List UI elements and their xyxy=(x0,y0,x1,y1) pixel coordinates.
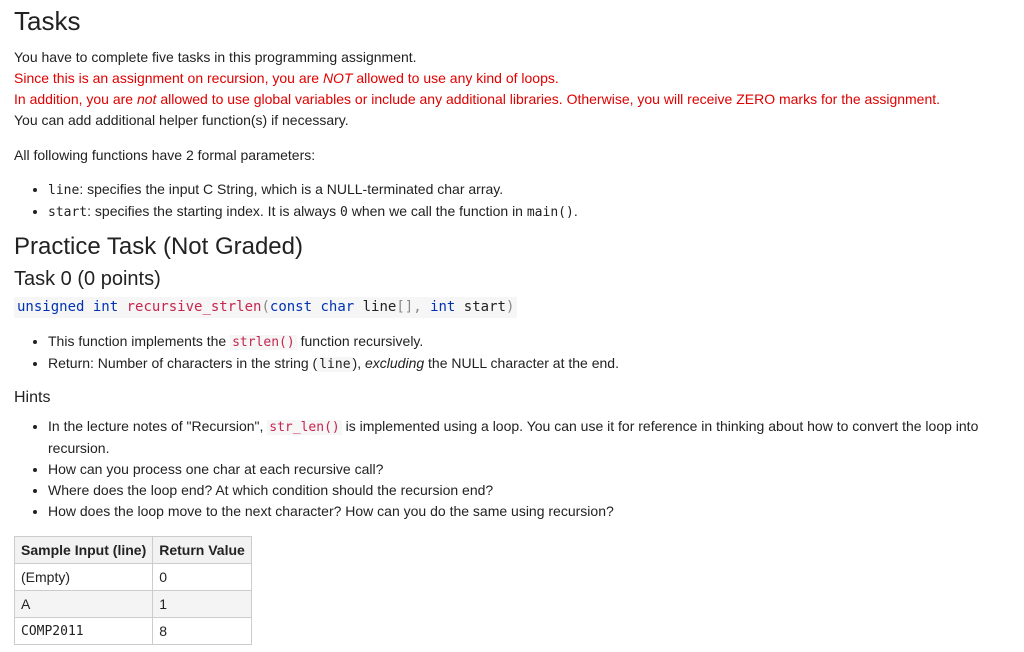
intro-line-2: Since this is an assignment on recursion, you are NOT allowed to use any kind of loops. xyxy=(14,70,559,86)
sample-table xyxy=(14,536,252,645)
practice-heading: Practice Task (Not Graded) xyxy=(14,233,303,260)
hint-2: • How can you process one char at each recursive call? xyxy=(48,459,1010,480)
table-cell: 8 xyxy=(153,618,252,645)
task0-bullet-1: • This function implements the strlen() function recursively. xyxy=(48,331,1010,353)
intro-line-3: In addition, you are not allowed to use global variables or include any additional libraries. Otherwise, you will receive ZERO marks for the assignment. xyxy=(14,91,941,107)
table-row xyxy=(15,618,252,645)
hints-heading: Hints xyxy=(14,389,51,406)
table-header: Return Value xyxy=(153,537,252,564)
table-cell: 0 xyxy=(153,564,252,591)
table-cell: COMP2011 xyxy=(15,618,153,645)
tasks-heading: Tasks xyxy=(14,6,81,36)
hint-1: • In the lecture notes of "Recursion", str_len() is implemented using a loop. You can use it for reference in thinking about how to convert the loop into recursion. xyxy=(48,416,1010,459)
table-row xyxy=(15,564,252,591)
table-cell: (Empty) xyxy=(15,564,153,591)
table-header: Sample Input (line) xyxy=(15,537,153,564)
param-line: • line: specifies the input C String, which is a NULL-terminated char array. xyxy=(48,179,1010,201)
table-cell: A xyxy=(15,591,153,618)
intro-block xyxy=(14,47,1010,131)
intro-line-1: You have to complete five tasks in this programming assignment. xyxy=(14,49,417,65)
params-list xyxy=(14,179,1010,223)
task0-bullet-2: • Return: Number of characters in the string ( line ), excluding the NULL character at the end. xyxy=(48,353,1010,375)
table-header-row xyxy=(15,537,252,564)
task0-heading: Task 0 (0 points) xyxy=(14,268,161,290)
intro-line-4: You can add additional helper function(s) if necessary. xyxy=(14,112,349,128)
hints-list xyxy=(14,416,1010,522)
hint-3: • Where does the loop end? At which condition should the recursion end? xyxy=(48,480,1010,501)
function-signature: unsigned int recursive_strlen(const char line[], int start) xyxy=(14,297,1010,318)
hint-4: • How does the loop move to the next character? How can you do the same using recursion? xyxy=(48,501,1010,522)
table-cell: 1 xyxy=(153,591,252,618)
table-row xyxy=(15,591,252,618)
param-start: • start: specifies the starting index. It is always 0 when we call the function in main(). xyxy=(48,201,1010,223)
task0-bullets xyxy=(14,331,1010,375)
params-intro: All following functions have 2 formal parameters: xyxy=(14,147,316,163)
